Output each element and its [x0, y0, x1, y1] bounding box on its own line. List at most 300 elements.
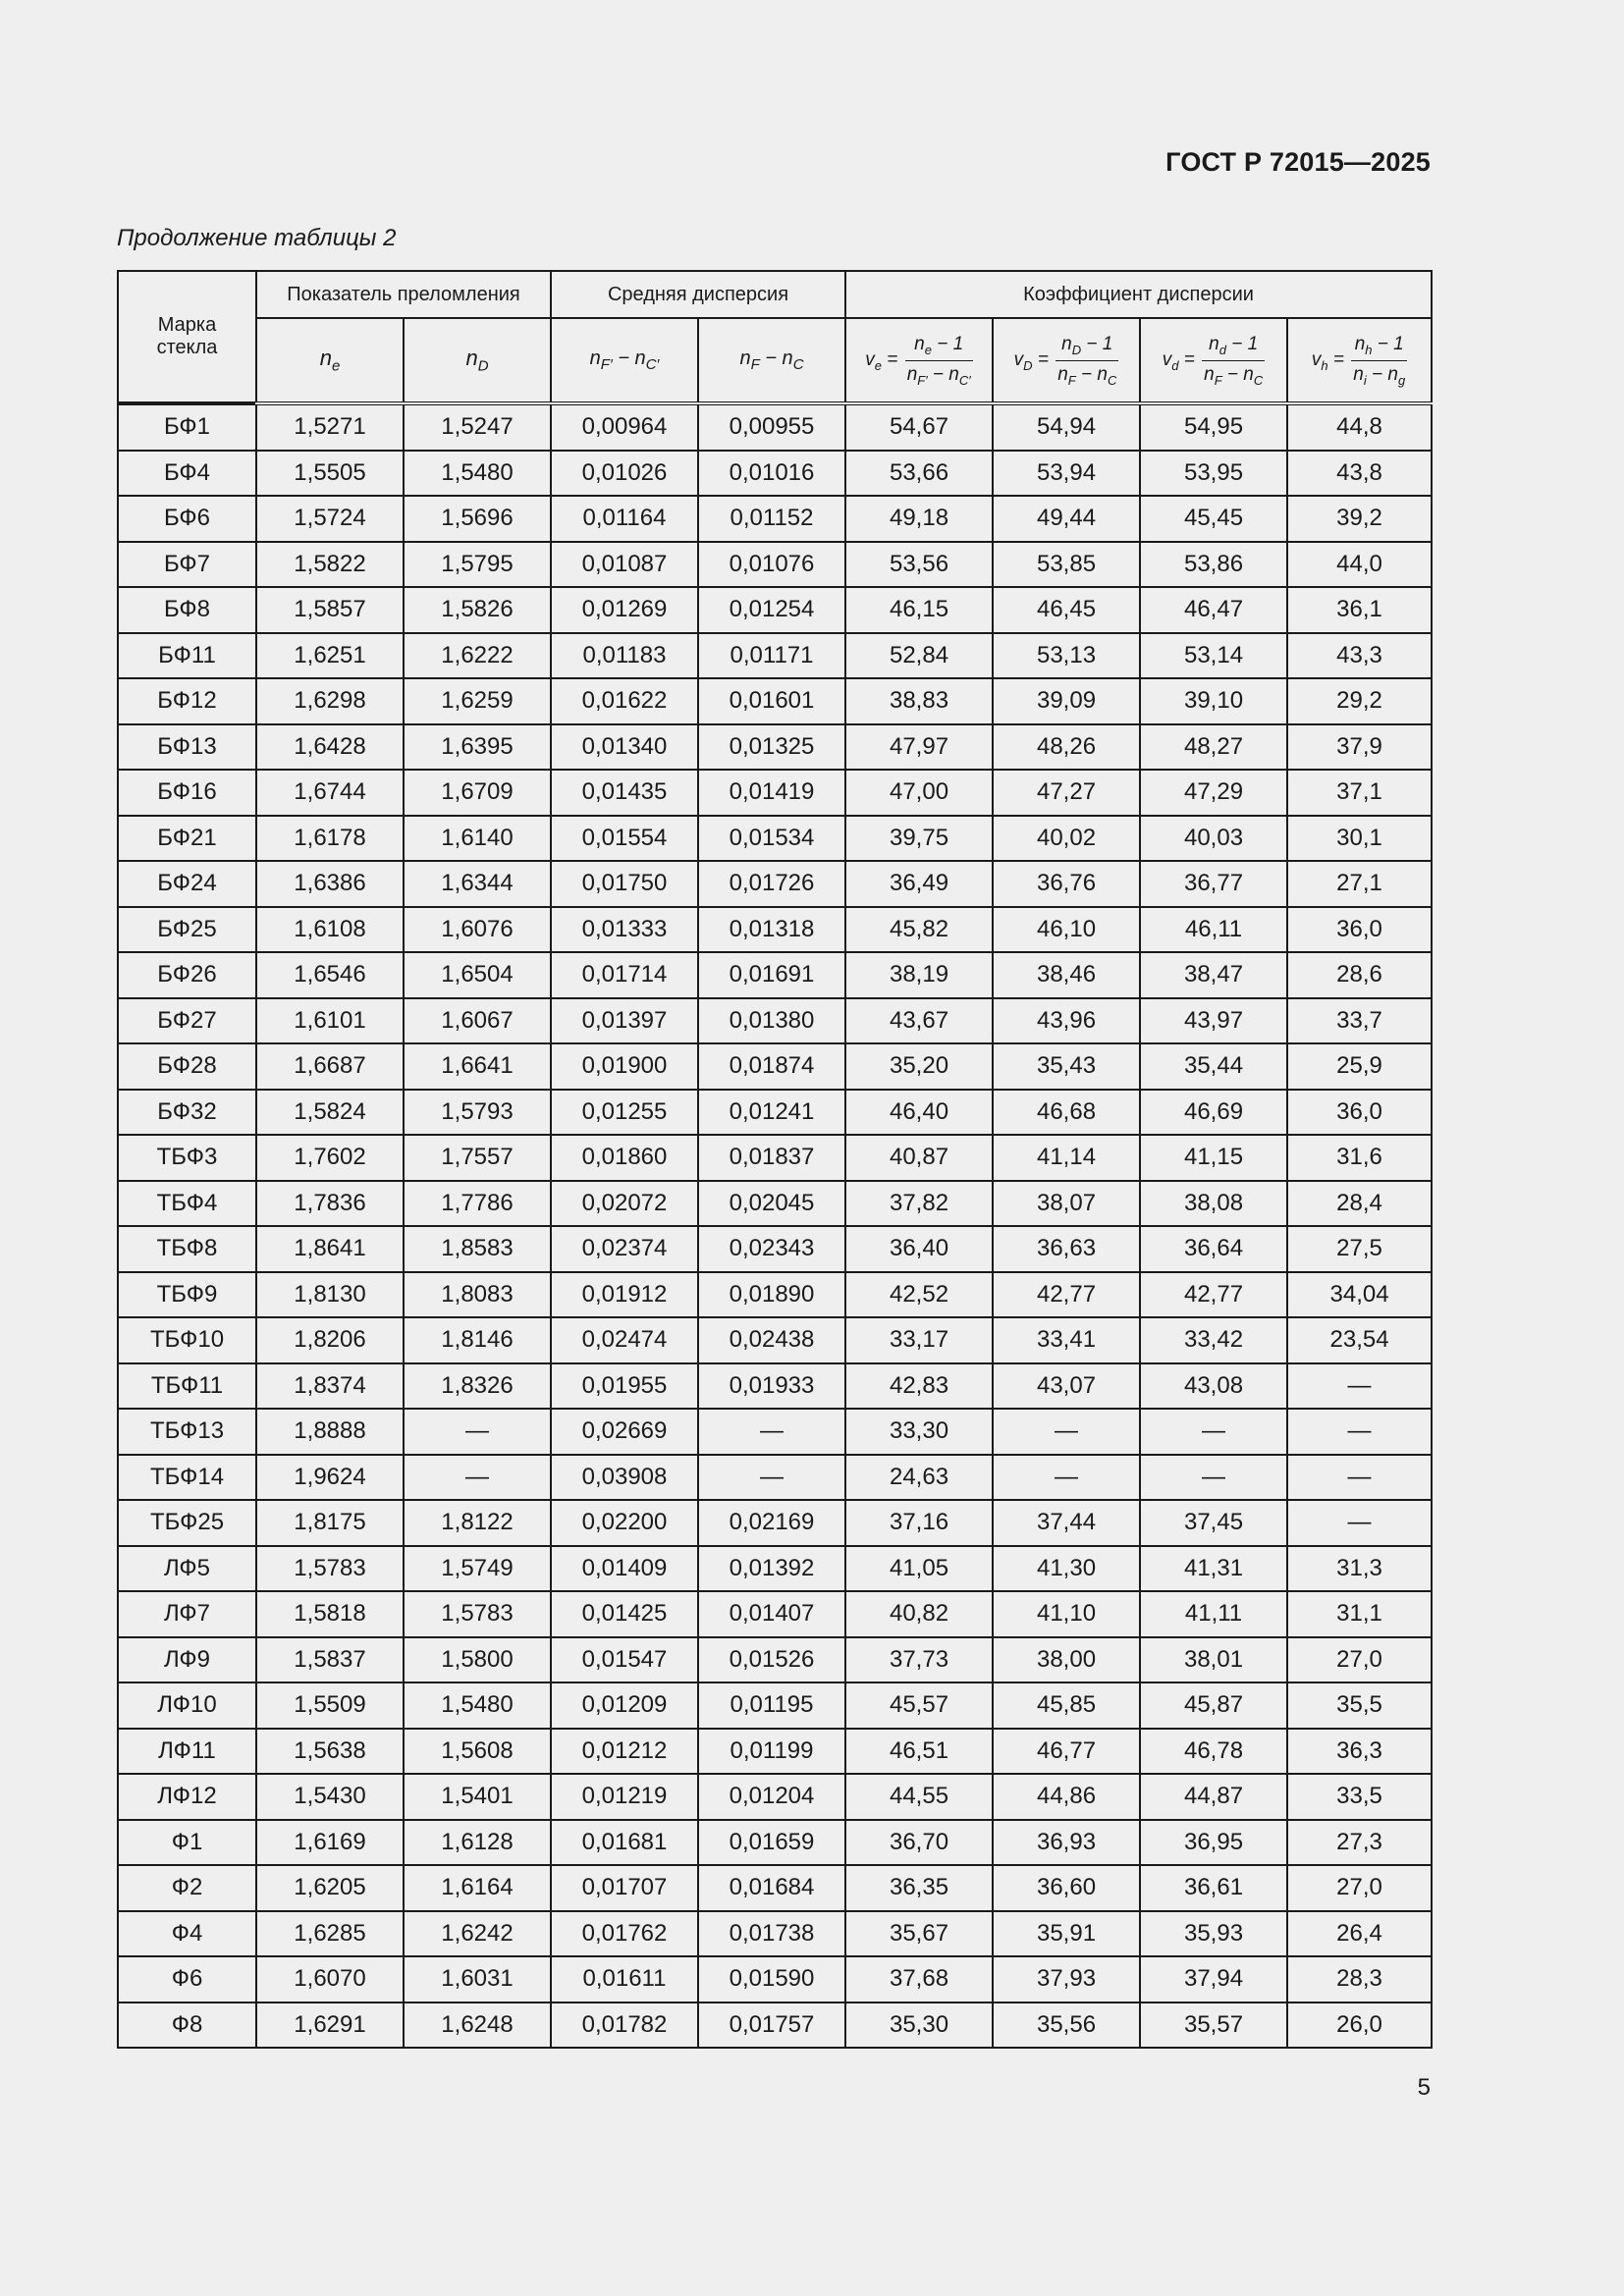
table-cell: 39,10	[1140, 678, 1287, 724]
table-row	[118, 998, 1432, 1044]
table-cell: 0,01860	[551, 1135, 698, 1181]
table-cell: 1,6164	[404, 1865, 551, 1911]
table-row	[118, 1317, 1432, 1363]
table-cell: 1,6298	[256, 678, 404, 724]
glass-brand-cell: БФ21	[118, 816, 256, 862]
table-cell: 0,01726	[698, 861, 845, 907]
header-formula-vd-lower: $v_d$ = $\frac{n_d - 1}{n_F - n_C}$	[1140, 318, 1287, 403]
table-cell: 46,78	[1140, 1729, 1287, 1775]
table-cell: 43,97	[1140, 998, 1287, 1044]
table-cell: 0,01750	[551, 861, 698, 907]
table-cell: 46,51	[845, 1729, 993, 1775]
table-cell: 0,01782	[551, 2002, 698, 2049]
table-cell: 41,11	[1140, 1591, 1287, 1637]
table-cell: 1,5608	[404, 1729, 551, 1775]
table-cell: 40,03	[1140, 816, 1287, 862]
table-cell: 1,5826	[404, 587, 551, 633]
glass-brand-cell: ТБФ3	[118, 1135, 256, 1181]
table-cell: 1,6108	[256, 907, 404, 953]
table-cell: 41,31	[1140, 1546, 1287, 1592]
header-formula-vh: $v_h$ = $\frac{n_h - 1}{n_i - n_g}$	[1287, 318, 1432, 403]
table-cell: 43,07	[993, 1363, 1140, 1410]
table-cell: 0,01691	[698, 952, 845, 998]
table-cell: 37,16	[845, 1500, 993, 1546]
table-cell: 35,91	[993, 1911, 1140, 1957]
table-cell: 1,5824	[256, 1090, 404, 1136]
table-row	[118, 1774, 1432, 1820]
table-cell: 35,93	[1140, 1911, 1287, 1957]
table-cell: 0,01199	[698, 1729, 845, 1775]
table-cell: 1,5638	[256, 1729, 404, 1775]
table-cell: 38,46	[993, 952, 1140, 998]
table-row	[118, 2002, 1432, 2049]
table-cell: 48,26	[993, 724, 1140, 771]
glass-brand-cell: ЛФ11	[118, 1729, 256, 1775]
table-cell: 35,67	[845, 1911, 993, 1957]
table-cell: 24,63	[845, 1455, 993, 1501]
table-cell: 1,6248	[404, 2002, 551, 2049]
table-row	[118, 861, 1432, 907]
table-cell: 53,56	[845, 542, 993, 588]
table-cell: 1,6291	[256, 2002, 404, 2049]
table-cell: 23,54	[1287, 1317, 1432, 1363]
table-cell: 45,85	[993, 1682, 1140, 1729]
table-cell: 37,44	[993, 1500, 1140, 1546]
table-cell: 0,01714	[551, 952, 698, 998]
table-cell: —	[1140, 1455, 1287, 1501]
table-cell: 0,01255	[551, 1090, 698, 1136]
table-cell: 36,93	[993, 1820, 1140, 1866]
table-cell: 0,01874	[698, 1043, 845, 1090]
table-cell: 0,01241	[698, 1090, 845, 1136]
table-cell: 0,01212	[551, 1729, 698, 1775]
table-cell: —	[404, 1455, 551, 1501]
table-cell: 30,1	[1287, 816, 1432, 862]
table-cell: 46,69	[1140, 1090, 1287, 1136]
table-cell: 37,94	[1140, 1956, 1287, 2002]
table-cell: 1,6744	[256, 770, 404, 816]
glass-brand-cell: Ф1	[118, 1820, 256, 1866]
table-cell: 36,60	[993, 1865, 1140, 1911]
table-cell: 36,35	[845, 1865, 993, 1911]
glass-brand-cell: ЛФ7	[118, 1591, 256, 1637]
header-mean-dispersion: Средняя дисперсия	[551, 271, 845, 318]
table-row	[118, 770, 1432, 816]
table-cell: 1,6222	[404, 633, 551, 679]
table-cell: 53,94	[993, 451, 1140, 497]
table-cell: 1,6709	[404, 770, 551, 816]
table-cell: 36,64	[1140, 1226, 1287, 1272]
table-cell: 1,8122	[404, 1500, 551, 1546]
table-cell: 0,01554	[551, 816, 698, 862]
table-cell: 1,5505	[256, 451, 404, 497]
table-cell: 0,01534	[698, 816, 845, 862]
table-cell: 38,19	[845, 952, 993, 998]
table-cell: 33,5	[1287, 1774, 1432, 1820]
table-cell: 1,6067	[404, 998, 551, 1044]
table-cell: 0,01325	[698, 724, 845, 771]
table-cell: 1,6344	[404, 861, 551, 907]
table-cell: 1,8374	[256, 1363, 404, 1410]
table-cell: 0,02374	[551, 1226, 698, 1272]
table-cell: 0,01409	[551, 1546, 698, 1592]
table-cell: 1,6101	[256, 998, 404, 1044]
table-row	[118, 907, 1432, 953]
table-cell: 0,01933	[698, 1363, 845, 1410]
table-cell: 0,01269	[551, 587, 698, 633]
table-cell: 1,6070	[256, 1956, 404, 2002]
table-cell: 0,01912	[551, 1272, 698, 1318]
table-cell: 36,0	[1287, 1090, 1432, 1136]
table-cell: 1,6251	[256, 633, 404, 679]
table-cell: 33,42	[1140, 1317, 1287, 1363]
table-row	[118, 403, 1432, 451]
table-row	[118, 1500, 1432, 1546]
table-cell: 1,6641	[404, 1043, 551, 1090]
table-cell: 38,07	[993, 1181, 1140, 1227]
table-cell: 0,01219	[551, 1774, 698, 1820]
table-cell: 36,95	[1140, 1820, 1287, 1866]
table-cell: 28,6	[1287, 952, 1432, 998]
table-cell: 36,77	[1140, 861, 1287, 907]
table-cell: 1,6428	[256, 724, 404, 771]
table-cell: 27,0	[1287, 1637, 1432, 1683]
table-cell: 36,1	[1287, 587, 1432, 633]
table-row	[118, 1729, 1432, 1775]
table-cell: 0,01681	[551, 1820, 698, 1866]
table-body	[118, 403, 1432, 2048]
table-row	[118, 451, 1432, 497]
table-cell: 43,96	[993, 998, 1140, 1044]
table-cell: 0,02438	[698, 1317, 845, 1363]
table-cell: 46,40	[845, 1090, 993, 1136]
glass-brand-cell: Ф4	[118, 1911, 256, 1957]
table-cell: 0,01526	[698, 1637, 845, 1683]
header-formula-vd-upper: $v_D$ = $\frac{n_D - 1}{n_F - n_C}$	[993, 318, 1140, 403]
table-cell: 0,00964	[551, 403, 698, 451]
table-row	[118, 496, 1432, 542]
table-cell: 29,2	[1287, 678, 1432, 724]
glass-brand-cell: БФ6	[118, 496, 256, 542]
table-row	[118, 633, 1432, 679]
table-cell: 42,83	[845, 1363, 993, 1410]
table-row	[118, 1455, 1432, 1501]
glass-brand-cell: БФ16	[118, 770, 256, 816]
table-cell: 1,6242	[404, 1911, 551, 1957]
table-cell: —	[993, 1409, 1140, 1455]
table-cell: 37,73	[845, 1637, 993, 1683]
table-cell: 45,82	[845, 907, 993, 953]
table-cell: 0,01762	[551, 1911, 698, 1957]
table-cell: 1,8583	[404, 1226, 551, 1272]
table-cell: 0,01195	[698, 1682, 845, 1729]
table-cell: 1,8175	[256, 1500, 404, 1546]
header-formula-ve: $v_e$ = $\frac{n_e - 1}{n_{F'} - n_{C'}}$	[845, 318, 993, 403]
glass-brand-cell: БФ24	[118, 861, 256, 907]
table-cell: 1,6140	[404, 816, 551, 862]
glass-brand-cell: Ф2	[118, 1865, 256, 1911]
table-cell: 1,6259	[404, 678, 551, 724]
table-cell: 45,87	[1140, 1682, 1287, 1729]
table-cell: 1,8146	[404, 1317, 551, 1363]
glass-brand-cell: ТБФ14	[118, 1455, 256, 1501]
table-row	[118, 1272, 1432, 1318]
table-cell: 48,27	[1140, 724, 1287, 771]
glass-brand-cell: Ф6	[118, 1956, 256, 2002]
table-cell: 40,02	[993, 816, 1140, 862]
table-cell: 41,05	[845, 1546, 993, 1592]
table-cell: 44,87	[1140, 1774, 1287, 1820]
table-cell: 41,30	[993, 1546, 1140, 1592]
table-cell: 28,4	[1287, 1181, 1432, 1227]
glass-brand-cell: БФ4	[118, 451, 256, 497]
table-cell: 0,01183	[551, 633, 698, 679]
table-cell: 40,82	[845, 1591, 993, 1637]
table-cell: 0,02045	[698, 1181, 845, 1227]
table-cell: 0,01087	[551, 542, 698, 588]
table-cell: 43,08	[1140, 1363, 1287, 1410]
table-row	[118, 1043, 1432, 1090]
table-cell: 31,1	[1287, 1591, 1432, 1637]
table-cell: 1,5480	[404, 451, 551, 497]
table-cell: 27,3	[1287, 1820, 1432, 1866]
table-cell: 52,84	[845, 633, 993, 679]
table-cell: 38,47	[1140, 952, 1287, 998]
header-ne: $n_e$	[256, 318, 404, 403]
table-cell: 38,08	[1140, 1181, 1287, 1227]
table-cell: 53,95	[1140, 451, 1287, 497]
table-cell: 1,6128	[404, 1820, 551, 1866]
table-cell: 44,55	[845, 1774, 993, 1820]
table-cell: 0,02474	[551, 1317, 698, 1363]
table-cell: 0,01837	[698, 1135, 845, 1181]
table-cell: 46,10	[993, 907, 1140, 953]
table-cell: 54,67	[845, 403, 993, 451]
table-cell: 1,6205	[256, 1865, 404, 1911]
table-cell: 36,0	[1287, 907, 1432, 953]
table-cell: 0,01209	[551, 1682, 698, 1729]
table-cell: 0,01380	[698, 998, 845, 1044]
table-cell: 54,95	[1140, 403, 1287, 451]
table-row	[118, 542, 1432, 588]
table-caption: Продолжение таблицы 2	[117, 225, 397, 251]
table-cell: 43,3	[1287, 633, 1432, 679]
table-cell: 1,6285	[256, 1911, 404, 1957]
table-cell: 1,6504	[404, 952, 551, 998]
table-cell: 1,6546	[256, 952, 404, 998]
table-cell: 47,00	[845, 770, 993, 816]
table-cell: 0,01425	[551, 1591, 698, 1637]
table-cell: 1,5696	[404, 496, 551, 542]
table-cell: 1,7786	[404, 1181, 551, 1227]
table-cell: 46,68	[993, 1090, 1140, 1136]
table-cell: 1,6386	[256, 861, 404, 907]
table-cell: 37,82	[845, 1181, 993, 1227]
glass-brand-cell: БФ8	[118, 587, 256, 633]
table-cell: 1,5857	[256, 587, 404, 633]
table-cell: 0,01738	[698, 1911, 845, 1957]
table-cell: 35,20	[845, 1043, 993, 1090]
table-row	[118, 1181, 1432, 1227]
table-cell: 0,01407	[698, 1591, 845, 1637]
table-cell: 46,45	[993, 587, 1140, 633]
table-cell: 1,8206	[256, 1317, 404, 1363]
glass-brand-cell: ТБФ9	[118, 1272, 256, 1318]
header-nf-prime-minus-nc-prime: $n_{F'} - n_{C'}$	[551, 318, 698, 403]
table-cell: 1,5793	[404, 1090, 551, 1136]
table-cell: 0,01254	[698, 587, 845, 633]
table-cell: 27,1	[1287, 861, 1432, 907]
table-cell: 41,10	[993, 1591, 1140, 1637]
table-cell: 35,43	[993, 1043, 1140, 1090]
table-cell: 0,02343	[698, 1226, 845, 1272]
table-cell: 0,01900	[551, 1043, 698, 1090]
table-row	[118, 1363, 1432, 1410]
table-cell: 39,09	[993, 678, 1140, 724]
table-cell: 47,27	[993, 770, 1140, 816]
table-cell: 49,44	[993, 496, 1140, 542]
table-cell: 0,01171	[698, 633, 845, 679]
table-cell: 1,5247	[404, 403, 551, 451]
table-row	[118, 1090, 1432, 1136]
glass-brand-cell: ТБФ10	[118, 1317, 256, 1363]
glass-brand-cell: БФ28	[118, 1043, 256, 1090]
table-cell: 33,17	[845, 1317, 993, 1363]
table-cell: 0,01890	[698, 1272, 845, 1318]
glass-brand-cell: БФ25	[118, 907, 256, 953]
table-cell: 46,47	[1140, 587, 1287, 633]
header-dispersion-coefficient: Коэффициент дисперсии	[845, 271, 1432, 318]
table-row	[118, 952, 1432, 998]
document-code: ГОСТ Р 72015—2025	[1165, 147, 1431, 177]
table-cell: 45,45	[1140, 496, 1287, 542]
table-cell: 35,57	[1140, 2002, 1287, 2049]
table-cell: 0,01204	[698, 1774, 845, 1820]
table-cell: 43,67	[845, 998, 993, 1044]
table-cell: —	[993, 1455, 1140, 1501]
table-cell: 1,6178	[256, 816, 404, 862]
table-cell: 35,56	[993, 2002, 1140, 2049]
table-cell: 1,5401	[404, 1774, 551, 1820]
table-cell: 1,6169	[256, 1820, 404, 1866]
glass-brand-cell: ТБФ25	[118, 1500, 256, 1546]
table-cell: 0,01757	[698, 2002, 845, 2049]
table-row	[118, 816, 1432, 862]
glass-brand-cell: ТБФ4	[118, 1181, 256, 1227]
table-cell: 39,75	[845, 816, 993, 862]
glass-brand-cell: ТБФ8	[118, 1226, 256, 1272]
table-cell: 1,5749	[404, 1546, 551, 1592]
table-cell: 26,4	[1287, 1911, 1432, 1957]
table-cell: 53,66	[845, 451, 993, 497]
table-cell: 0,01026	[551, 451, 698, 497]
table-cell: 37,45	[1140, 1500, 1287, 1546]
table-row	[118, 678, 1432, 724]
table-cell: 0,01076	[698, 542, 845, 588]
table-cell: 54,94	[993, 403, 1140, 451]
table-cell: 0,01435	[551, 770, 698, 816]
table-cell: 46,77	[993, 1729, 1140, 1775]
table-cell: —	[1287, 1455, 1432, 1501]
table-cell: 0,01333	[551, 907, 698, 953]
table-cell: 42,52	[845, 1272, 993, 1318]
table-cell: 47,97	[845, 724, 993, 771]
header-refraction-index: Показатель преломления	[256, 271, 551, 318]
table-cell: 36,76	[993, 861, 1140, 907]
table-cell: 35,44	[1140, 1043, 1287, 1090]
glass-brand-cell: БФ11	[118, 633, 256, 679]
table-cell: 0,01016	[698, 451, 845, 497]
glass-brand-cell: БФ7	[118, 542, 256, 588]
table-row	[118, 1546, 1432, 1592]
table-cell: 1,8888	[256, 1409, 404, 1455]
table-cell: 39,2	[1287, 496, 1432, 542]
table-cell: 1,5271	[256, 403, 404, 451]
table-cell: 40,87	[845, 1135, 993, 1181]
table-cell: 1,6031	[404, 1956, 551, 2002]
table-cell: 1,7557	[404, 1135, 551, 1181]
table-cell: 0,02669	[551, 1409, 698, 1455]
table-cell: 1,7602	[256, 1135, 404, 1181]
table-cell: 53,13	[993, 633, 1140, 679]
table-cell: 1,8130	[256, 1272, 404, 1318]
glass-brand-cell: ЛФ9	[118, 1637, 256, 1683]
table-cell: 33,30	[845, 1409, 993, 1455]
table-cell: 1,5818	[256, 1591, 404, 1637]
table-cell: 1,9624	[256, 1455, 404, 1501]
table-cell: 46,15	[845, 587, 993, 633]
table-cell: 1,5480	[404, 1682, 551, 1729]
table-row	[118, 1865, 1432, 1911]
table-cell: 26,0	[1287, 2002, 1432, 2049]
table-row	[118, 587, 1432, 633]
table-cell: 1,5822	[256, 542, 404, 588]
table-cell: 38,00	[993, 1637, 1140, 1683]
table-cell: 0,01955	[551, 1363, 698, 1410]
table-cell: 42,77	[1140, 1272, 1287, 1318]
table-cell: 1,5724	[256, 496, 404, 542]
table-cell: 53,86	[1140, 542, 1287, 588]
table-row	[118, 1409, 1432, 1455]
table-cell: —	[1287, 1500, 1432, 1546]
header-nf-minus-nc: $n_F - n_C$	[698, 318, 845, 403]
table-cell: 27,5	[1287, 1226, 1432, 1272]
table-cell: 35,5	[1287, 1682, 1432, 1729]
table-cell: 46,11	[1140, 907, 1287, 953]
table-row	[118, 1135, 1432, 1181]
table-cell: 44,0	[1287, 542, 1432, 588]
table-cell: 36,63	[993, 1226, 1140, 1272]
table-cell: 0,00955	[698, 403, 845, 451]
table-cell: 0,01601	[698, 678, 845, 724]
table-cell: 1,7836	[256, 1181, 404, 1227]
table-cell: 1,6687	[256, 1043, 404, 1090]
table-row	[118, 1591, 1432, 1637]
table-cell: 37,9	[1287, 724, 1432, 771]
glass-brand-cell: ТБФ11	[118, 1363, 256, 1410]
table-cell: 1,8641	[256, 1226, 404, 1272]
table-cell: —	[698, 1409, 845, 1455]
table-cell: 36,40	[845, 1226, 993, 1272]
table-row	[118, 1637, 1432, 1683]
table-cell: 0,01152	[698, 496, 845, 542]
table-cell: 0,02072	[551, 1181, 698, 1227]
table-cell: 0,01684	[698, 1865, 845, 1911]
table-row	[118, 1682, 1432, 1729]
table-cell: 37,68	[845, 1956, 993, 2002]
table-cell: 1,6395	[404, 724, 551, 771]
table-cell: 45,57	[845, 1682, 993, 1729]
